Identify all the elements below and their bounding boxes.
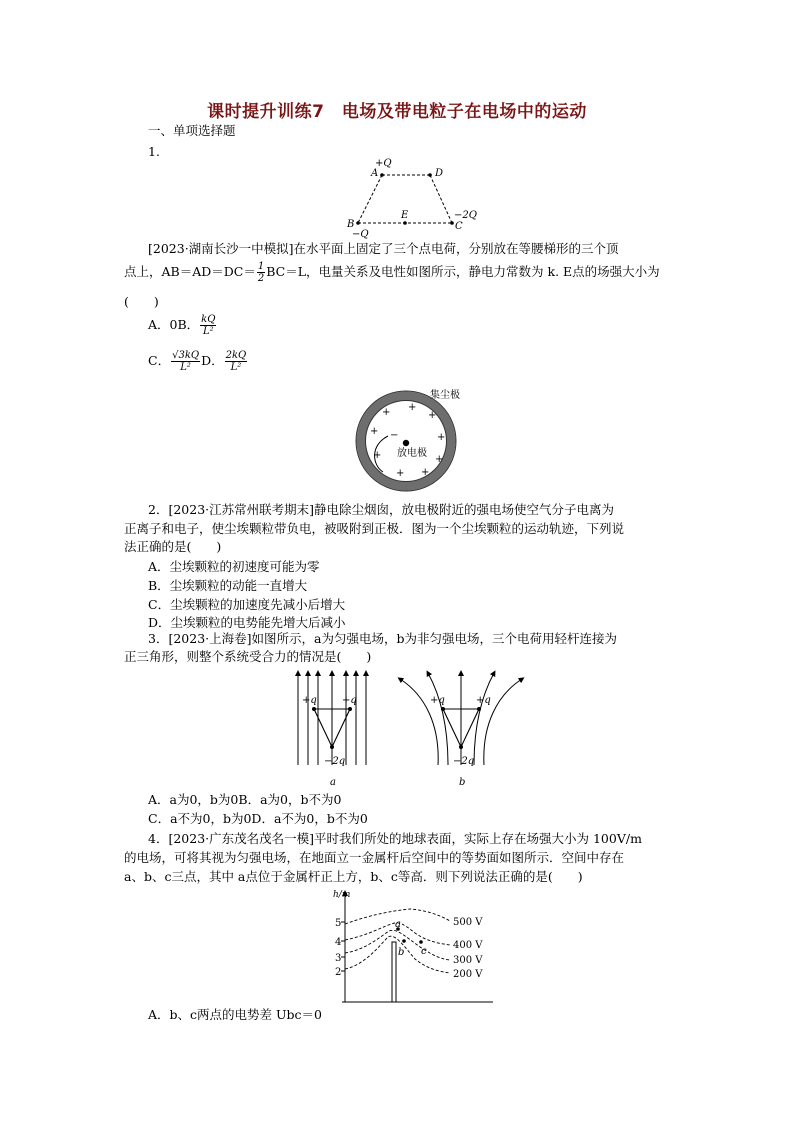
q2-option-a: A．尘埃颗粒的初速度可能为零: [148, 559, 320, 574]
label-minus-q: −Q: [352, 229, 369, 240]
q1-half-fraction: $\frac{1}{2}$: [257, 261, 265, 284]
svg-text:+: +: [408, 402, 417, 413]
svg-text:+: +: [396, 468, 405, 479]
label-minus-2q: −2Q: [454, 210, 477, 221]
panel-a-label: a: [330, 777, 336, 788]
page-title: 课时提升训练7 电场及带电粒子在电场中的运动: [207, 102, 587, 122]
svg-text:+: +: [373, 450, 382, 461]
label-c: C: [455, 221, 463, 232]
label-b: B: [347, 219, 355, 230]
q3-field-figure: [290, 665, 535, 790]
q3-option-ab: A．a为0，b为0B．a为0，b不为0: [148, 792, 342, 807]
section-heading: 一、单项选择题: [148, 123, 236, 138]
svg-text:−: −: [390, 430, 399, 441]
svg-text:200 V: 200 V: [453, 969, 483, 980]
q3-text-line2: 正三角形，则整个系统受合力的情况是( ): [124, 649, 372, 664]
q2-text-line1: 2．[2023·江苏常州联考期末]静电除尘烟囱，放电极附近的强电场使空气分子电离为: [148, 502, 614, 517]
svg-text:−2q: −2q: [453, 756, 475, 767]
svg-text:+: +: [370, 426, 379, 437]
label-e: E: [401, 210, 409, 221]
svg-text:3: 3: [335, 953, 342, 964]
svg-text:+q: +q: [342, 695, 357, 706]
label-plus-q: +Q: [375, 158, 392, 169]
q1-text-line3: ( ): [124, 294, 159, 309]
q2-option-d: D．尘埃颗粒的电势能先增大后减小: [148, 615, 346, 630]
q1-option-cd: C． $\frac{√3kQ}{\text{L²}}$ D． $\frac{2kQ}{\text{L²}}$: [148, 350, 247, 373]
q4-text-line2: 的电场，可将其视为匀强电场，在地面立一金属杆后空间中的等势面如图所示．空间中存在: [124, 850, 625, 865]
q3-text-line1: 3．[2023·上海卷]如图所示，a为匀强电场，b为非匀强电场，三个电荷用轻杆连接为: [148, 631, 617, 646]
q2-text-line2: 正离子和电子，使尘埃颗粒带负电，被吸附到正极．图为一个尘埃颗粒的运动轨迹，下列说: [124, 521, 625, 536]
q2-option-b: B．尘埃颗粒的动能一直增大: [148, 578, 308, 593]
point-b-label: b: [398, 947, 405, 958]
svg-text:+q: +q: [302, 695, 317, 706]
q3-option-cd: C．a不为0，b为0D．a不为0，b不为0: [148, 811, 368, 826]
panel-b-label: b: [459, 777, 466, 788]
svg-text:+: +: [437, 432, 446, 443]
q1-text-line2: 点上，AB＝AD＝DC＝ $\frac{1}{2}$ BC＝L，电量关系及电性如图所示，静电力常数为 k. E点的场强大小为: [124, 261, 660, 284]
svg-text:4: 4: [335, 937, 342, 948]
point-a-label: a: [395, 919, 401, 930]
svg-text:+: +: [428, 410, 437, 421]
q2-option-c: C．尘埃颗粒的加速度先减小后增大: [148, 597, 346, 612]
svg-text:−2q: −2q: [324, 756, 346, 767]
svg-text:5: 5: [335, 918, 342, 929]
point-c-label: c: [421, 946, 427, 957]
discharge-label: 放电极: [397, 448, 427, 459]
svg-text:+: +: [421, 467, 430, 478]
svg-text:400 V: 400 V: [453, 940, 483, 951]
q1-number: 1.: [148, 144, 160, 159]
q1-text-line1: [2023·湖南长沙一中模拟]在水平面上固定了三个点电荷，分别放在等腰梯形的三个顶: [148, 241, 619, 256]
q2-text-line3: 法正确的是( ): [124, 539, 222, 554]
svg-text:+: +: [382, 407, 391, 418]
svg-text:2: 2: [335, 967, 342, 978]
label-a: A: [371, 168, 379, 179]
axis-label: h/m: [333, 890, 351, 900]
q4-equipotential-figure: [325, 885, 495, 1005]
svg-text:+: +: [435, 454, 444, 465]
svg-text:300 V: 300 V: [453, 955, 483, 966]
q4-text-line1: 4．[2023·广东茂名茂名一模]平时我们所处的地球表面，实际上存在场强大小为 100V/m: [148, 831, 642, 846]
q4-text-line3: a、b、c三点，其中 a点位于金属杆正上方，b、c等高．则下列说法正确的是( ): [124, 869, 583, 884]
collector-label: 集尘极: [430, 390, 460, 401]
svg-text:+q: +q: [430, 695, 445, 706]
q1-option-ab: A．0B． $\frac{kQ}{\text{L²}}$: [148, 314, 216, 337]
q2-precipitator-figure: [350, 385, 475, 493]
svg-text:500 V: 500 V: [453, 917, 483, 928]
label-d: D: [435, 168, 444, 179]
q1-trapezoid-figure: [330, 155, 490, 240]
q4-option-a: A．b、c两点的电势差 Ubc＝0: [148, 1007, 322, 1022]
svg-text:+q: +q: [476, 695, 491, 706]
